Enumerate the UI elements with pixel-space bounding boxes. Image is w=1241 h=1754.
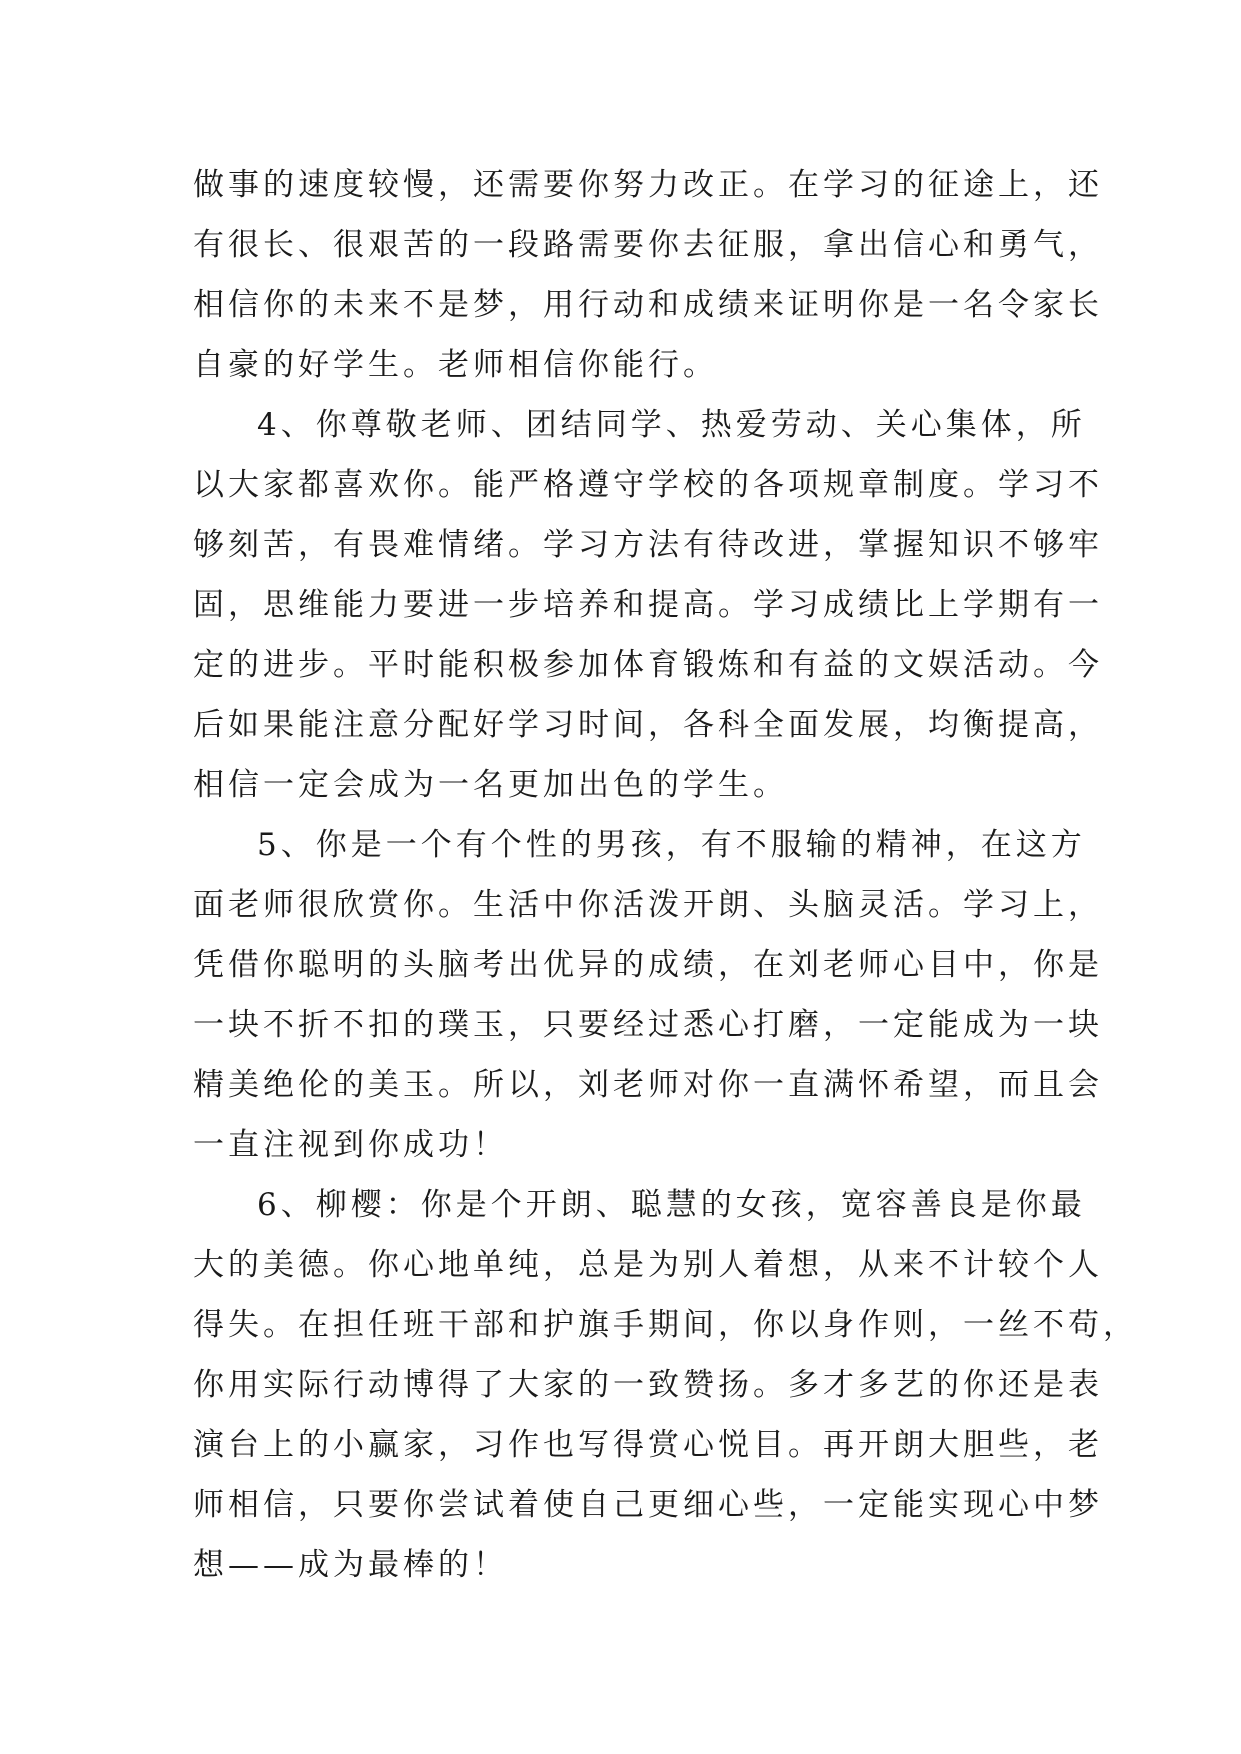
- text-line: 相信一定会成为一名更加出色的学生。: [193, 767, 788, 803]
- paragraph-start-line: 6、柳樱：你是个开朗、聪慧的女孩，宽容善良是你最: [257, 1187, 1086, 1223]
- text-line: 演台上的小赢家，习作也写得赏心悦目。再开朗大胆些，老: [193, 1427, 1103, 1463]
- text-line: 相信你的未来不是梦，用行动和成绩来证明你是一名令家长: [193, 287, 1103, 323]
- document-body: [193, 155, 1138, 1595]
- text-line: 想——成为最棒的！: [193, 1547, 508, 1583]
- text-line: 够刻苦，有畏难情绪。学习方法有待改进，掌握知识不够牢: [193, 527, 1103, 563]
- text-line: 自豪的好学生。老师相信你能行。: [193, 347, 718, 383]
- text-line: 有很长、很艰苦的一段路需要你去征服，拿出信心和勇气，: [193, 227, 1103, 263]
- text-line: 精美绝伦的美玉。所以，刘老师对你一直满怀希望，而且会: [193, 1067, 1103, 1103]
- text-line: 后如果能注意分配好学习时间，各科全面发展，均衡提高，: [193, 707, 1103, 743]
- text-line: 面老师很欣赏你。生活中你活泼开朗、头脑灵活。学习上，: [193, 887, 1103, 923]
- text-line: 师相信，只要你尝试着使自己更细心些，一定能实现心中梦: [193, 1487, 1103, 1523]
- text-line: 一直注视到你成功！: [193, 1127, 508, 1163]
- text-line: 得失。在担任班干部和护旗手期间，你以身作则，一丝不苟，: [193, 1307, 1138, 1343]
- paragraph-start-line: 4、你尊敬老师、团结同学、热爱劳动、关心集体，所: [257, 407, 1086, 443]
- paragraph-start-line: 5、你是一个有个性的男孩，有不服输的精神，在这方: [257, 827, 1086, 863]
- text-line: 固，思维能力要进一步培养和提高。学习成绩比上学期有一: [193, 587, 1103, 623]
- text-line: 你用实际行动博得了大家的一致赞扬。多才多艺的你还是表: [193, 1367, 1103, 1403]
- text-line: 凭借你聪明的头脑考出优异的成绩，在刘老师心目中，你是: [193, 947, 1103, 983]
- text-line: 一块不折不扣的璞玉，只要经过悉心打磨，一定能成为一块: [193, 1007, 1103, 1043]
- text-line: 做事的速度较慢，还需要你努力改正。在学习的征途上，还: [193, 167, 1103, 203]
- text-line: 以大家都喜欢你。能严格遵守学校的各项规章制度。学习不: [193, 467, 1103, 503]
- text-line: 大的美德。你心地单纯，总是为别人着想，从来不计较个人: [193, 1247, 1103, 1283]
- text-line: 定的进步。平时能积极参加体育锻炼和有益的文娱活动。今: [193, 647, 1103, 683]
